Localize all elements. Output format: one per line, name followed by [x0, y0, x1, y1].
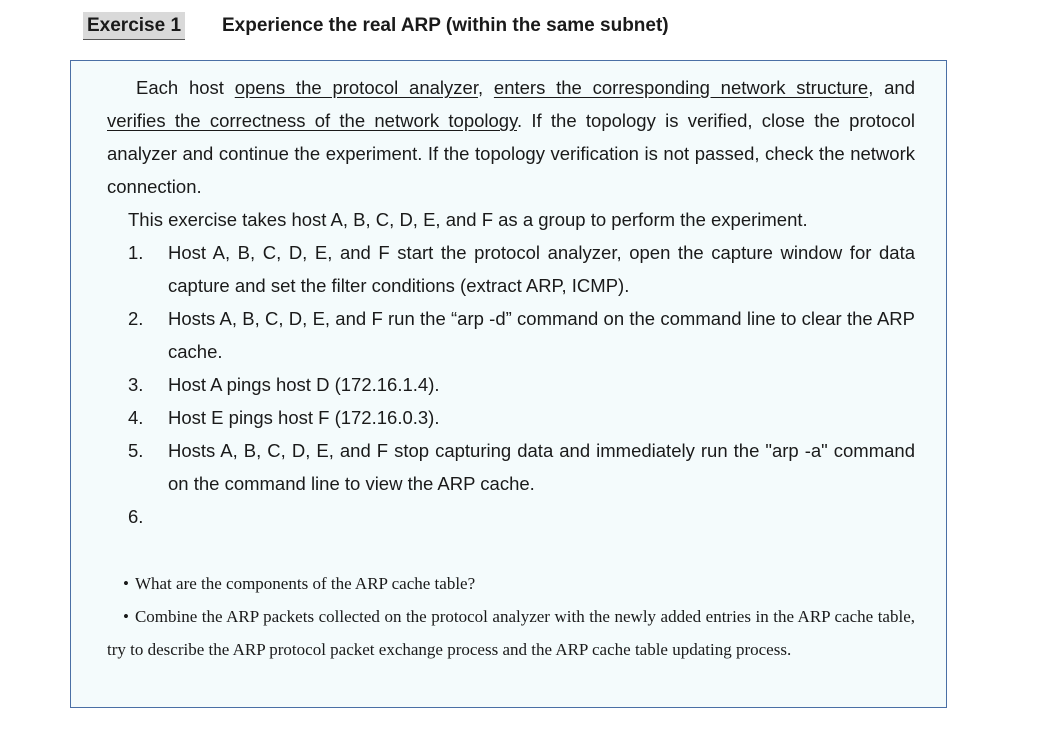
step-item: [128, 302, 915, 368]
bullet-mark: •: [123, 574, 129, 593]
bullet-item: [107, 567, 915, 600]
step-text: Hosts A, B, C, D, E, and F stop capturing data and immediately run the "arp -a" command on the command line to view the ARP cache.: [168, 440, 915, 494]
intro-underline-1: opens the protocol analyzer: [234, 77, 478, 98]
step-number: 1.: [128, 242, 144, 263]
bullet-text: Combine the ARP packets collected on the protocol analyzer with the newly added entries in the ARP cache table, try to describe the ARP protocol packet exchange process and the ARP cache table updating process.: [107, 607, 915, 659]
exercise-box: [70, 60, 947, 708]
step-number: 3.: [128, 374, 144, 395]
question-bullets: [107, 567, 915, 666]
step-text: Host A, B, C, D, E, and F start the protocol analyzer, open the capture window for data capture and set the filter conditions (extract ARP, ICMP).: [168, 242, 915, 296]
step-item: [128, 236, 915, 302]
step-text: Hosts A, B, C, D, E, and F run the “arp -d” command on the command line to clear the ARP cache.: [168, 308, 915, 362]
intro-text-4: . If the topology is verified, close the protocol analyzer and continue the experiment. If the topology verification is not passed, check the network connection.: [107, 110, 915, 197]
exercise-title: Experience the real ARP (within the same subnet): [222, 15, 669, 36]
step-number: 2.: [128, 308, 144, 329]
step-number: 5.: [128, 440, 144, 461]
intro-text-3: , and: [868, 77, 916, 98]
step-item: [128, 368, 915, 401]
step-text: Host E pings host F (172.16.0.3).: [168, 407, 440, 428]
group-line: This exercise takes host A, B, C, D, E, and F as a group to perform the experiment.: [128, 209, 808, 230]
bullet-item: [107, 600, 915, 666]
intro-underline-2: enters the corresponding network structure: [493, 77, 869, 98]
step-item: [128, 434, 915, 500]
intro-text-1: Each host: [136, 77, 235, 98]
step-text: [168, 506, 173, 527]
intro-paragraph: [107, 71, 915, 203]
step-number: 6.: [128, 506, 144, 527]
step-text: Host A pings host D (172.16.1.4).: [168, 374, 440, 395]
step-number: 4.: [128, 407, 144, 428]
intro-text-2: ,: [477, 77, 494, 98]
bullet-text: What are the components of the ARP cache table?: [134, 574, 476, 593]
step-item: [128, 401, 915, 434]
intro-underline-3: verifies the correctness of the network topology: [107, 110, 517, 131]
step-item: [128, 500, 915, 533]
exercise-label: Exercise 1: [83, 12, 185, 40]
bullet-mark: •: [123, 607, 129, 626]
steps-list: [128, 236, 915, 533]
